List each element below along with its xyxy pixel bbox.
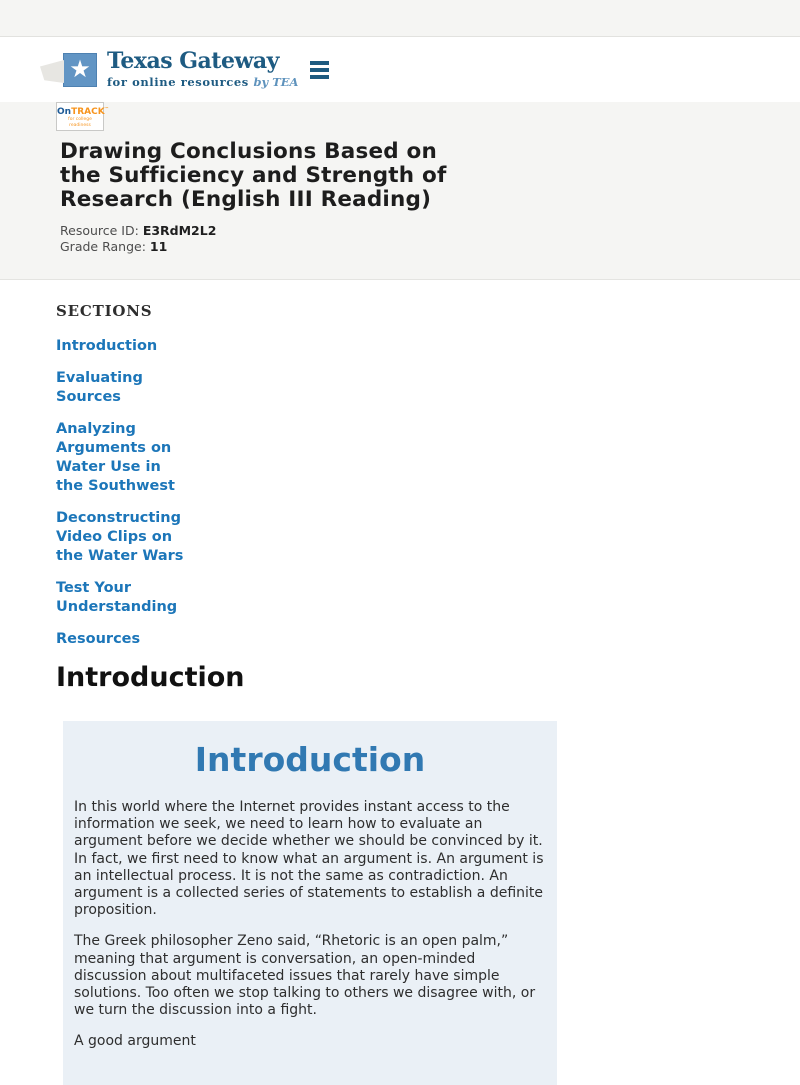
- sections-link-analyzing-arguments[interactable]: Analyzing Arguments on Water Use in the Southwest: [56, 421, 175, 494]
- brand-title: Texas Gateway: [107, 48, 279, 75]
- sections-link-test-your-understanding[interactable]: Test Your Understanding: [56, 580, 178, 615]
- sections-link-deconstructing-video-clips[interactable]: Deconstructing Video Clips on the Water Wars: [56, 510, 184, 564]
- hamburger-menu-icon[interactable]: [308, 57, 331, 83]
- sections-nav: [56, 302, 188, 649]
- logo-ribbon: [40, 60, 64, 83]
- card-paragraph: A good argument: [74, 1033, 196, 1050]
- main-content: [0, 280, 800, 1085]
- resource-id-label: Resource ID:: [60, 223, 139, 238]
- texas-gateway-logo[interactable]: [40, 50, 298, 88]
- star-icon: ★: [63, 53, 97, 87]
- site-header: [0, 37, 800, 102]
- resource-id-row: [60, 223, 760, 239]
- card-paragraph: In this world where the Internet provides instant access to the information we seek, we need to learn how to evaluate an argument before we decide whether we should be convinced by it. In fact, we first need to know what an argument is. An argument is an intellectual process. It is not the same as contradiction. An argument is a collected series of statements to establish a definite proposition.: [74, 799, 544, 919]
- page-heading: Introduction: [56, 662, 245, 693]
- top-strip: [0, 0, 800, 37]
- resource-header: [0, 102, 800, 280]
- grade-range-label: Grade Range:: [60, 239, 146, 254]
- resource-id-value: E3RdM2L2: [142, 223, 217, 238]
- sections-link-resources[interactable]: Resources: [56, 631, 141, 647]
- card-paragraph: The Greek philosopher Zeno said, “Rhetoric is an open palm,” meaning that argument is conversation, an open-minded discussion about multifaceted issues that rarely have simple solutions. Too often we stop talking to others we disagree with, or we turn the discussion into a fight.: [74, 933, 536, 1019]
- sections-link-introduction[interactable]: Introduction: [56, 338, 158, 354]
- card-title: Introduction: [194, 740, 426, 779]
- ontrack-logo: OnTRACK™ for college readiness: [56, 102, 104, 131]
- grade-range-value: 11: [149, 239, 168, 254]
- brand-tagline: for online resources by TEA: [107, 74, 299, 89]
- resource-title: Drawing Conclusions Based on the Sufficiency and Strength of Research (English III Reading): [60, 139, 447, 212]
- grade-range-row: [60, 239, 760, 255]
- introduction-card: [63, 721, 557, 1085]
- sections-link-evaluating-sources[interactable]: Evaluating Sources: [56, 370, 143, 405]
- sections-heading: SECTIONS: [56, 302, 153, 320]
